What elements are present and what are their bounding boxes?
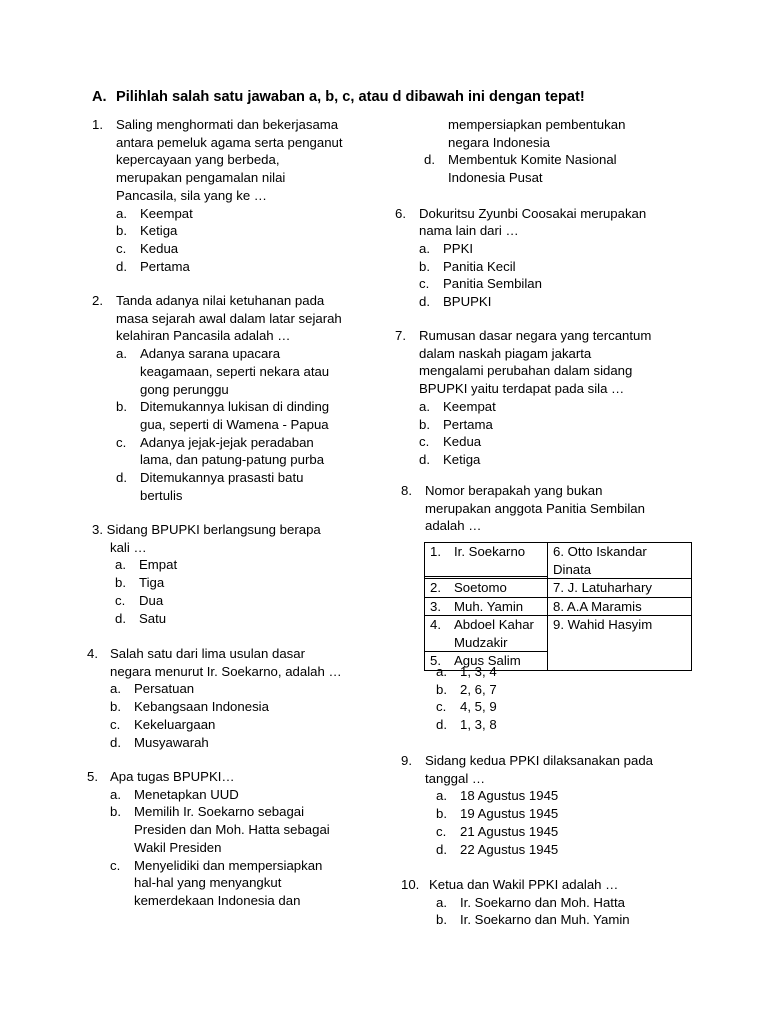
question-text: Tanda adanya nilai ketuhanan pada	[116, 293, 325, 308]
option-text: Adanya jejak-jejak peradaban	[140, 434, 314, 450]
question-text: Sidang kedua PPKI dilaksanakan pada	[425, 753, 654, 768]
option-label: d.	[115, 610, 126, 626]
option-text: mempersiapkan pembentukan	[448, 117, 626, 132]
option-label: c.	[116, 240, 127, 256]
question-text: antara pemeluk agama serta penganut	[116, 134, 343, 150]
table-cell	[548, 597, 692, 616]
question-text: kelahiran Pancasila adalah …	[116, 328, 291, 344]
option-text: Membentuk Komite Nasional	[448, 152, 617, 168]
option-label: a.	[436, 788, 447, 804]
member-name: Soetomo	[454, 580, 507, 595]
question-text: Pancasila, sila yang ke …	[116, 187, 267, 203]
question-number: 9.	[401, 753, 412, 768]
question-number: 8.	[401, 483, 412, 498]
question-number: 10.	[401, 877, 420, 892]
option-text: keagamaan, seperti nekara atau	[140, 363, 330, 379]
option-label: b.	[115, 575, 126, 591]
member-name: 8. A.A Maramis	[553, 598, 642, 614]
option-text: Musyawarah	[134, 734, 209, 750]
option-text: Ir. Soekarno dan Muh. Yamin	[460, 912, 630, 928]
option-text: Ditemukannya prasasti batu	[140, 470, 304, 485]
table-cell	[425, 597, 548, 616]
member-name: Dinata	[553, 561, 592, 577]
option-label: a.	[115, 557, 126, 573]
question-number: 6.	[395, 205, 406, 221]
option-text: Ditemukannya lukisan di dinding	[140, 399, 330, 415]
option-text: negara Indonesia	[448, 134, 550, 150]
table-cell	[548, 543, 692, 579]
option-text: 4, 5, 9	[460, 699, 497, 715]
option-text: Kedua	[140, 240, 179, 256]
option-text: Dua	[139, 592, 164, 608]
option-text: 2, 6, 7	[460, 681, 497, 697]
question-text: Ketua dan Wakil PPKI adalah …	[429, 877, 619, 892]
section-instruction: Pilihlah salah satu jawaban a, b, c, atau d dibawah ini dengan tepat!	[116, 89, 585, 105]
option-label: b.	[116, 399, 127, 415]
option-label: a.	[116, 205, 127, 221]
option-label: d.	[110, 734, 121, 750]
option-label: c.	[419, 434, 430, 450]
option-text: Menyelidiki dan mempersiapkan	[134, 857, 323, 873]
question-text: masa sejarah awal dalam latar sejarah	[116, 310, 342, 326]
option-text: hal-hal yang menyangkut	[134, 875, 282, 891]
option-label: c.	[110, 857, 121, 873]
question-text: adalah …	[425, 518, 482, 534]
option-text: PPKI	[443, 240, 474, 256]
option-text: Ir. Soekarno dan Moh. Hatta	[460, 894, 625, 910]
option-text: Kedua	[443, 434, 482, 450]
question-text: Saling menghormati dan bekerjasama	[116, 117, 339, 132]
member-name: Muh. Yamin	[454, 598, 524, 614]
option-text: 19 Agustus 1945	[460, 806, 559, 822]
option-label: d.	[116, 258, 127, 274]
member-name: Ir. Soekarno	[454, 544, 526, 559]
option-label: d.	[419, 294, 430, 309]
member-number: 2.	[430, 580, 441, 595]
question-text: Nomor berapakah yang bukan	[425, 483, 603, 498]
option-text: Tiga	[139, 575, 165, 591]
question-text: Dokuritsu Zyunbi Coosakai merupakan	[419, 205, 647, 221]
option-text: gua, seperti di Wamena - Papua	[140, 416, 329, 432]
members-table	[424, 542, 692, 671]
question-text: merupakan anggota Panitia Sembilan	[425, 500, 645, 516]
option-label: d.	[424, 152, 435, 168]
question-text: dalam naskah piagam jakarta	[419, 345, 592, 361]
table-cell	[425, 579, 548, 598]
option-text: Pertama	[140, 258, 190, 274]
option-text: gong perunggu	[140, 381, 229, 397]
table-cell	[425, 543, 548, 577]
table-row	[425, 616, 692, 652]
member-name: Mudzakir	[454, 634, 508, 650]
option-text: Satu	[139, 610, 167, 626]
option-text: Memilih Ir. Soekarno sebagai	[134, 804, 305, 820]
question-text: negara menurut Ir. Soekarno, adalah …	[110, 663, 342, 679]
option-label: a.	[116, 346, 127, 362]
option-text: 22 Agustus 1945	[460, 841, 559, 857]
option-label: a.	[436, 894, 447, 910]
option-label: c.	[419, 276, 430, 292]
question-number: 5.	[87, 769, 98, 784]
option-text: Panitia Kecil	[443, 258, 516, 274]
option-label: a.	[419, 398, 430, 414]
option-text: lama, dan patung-patung purba	[140, 452, 325, 468]
question-number: 1.	[92, 117, 103, 132]
member-number: 1.	[430, 544, 441, 559]
member-name: 9. Wahid Hasyim	[553, 617, 653, 632]
option-label: b.	[436, 806, 447, 822]
question-text: Salah satu dari lima usulan dasar	[110, 646, 305, 661]
question-number: 2.	[92, 293, 103, 308]
option-text: bertulis	[140, 487, 183, 503]
question-number: 7.	[395, 328, 406, 343]
option-text: Pertama	[443, 416, 493, 432]
option-label: c.	[436, 823, 447, 839]
option-label: c.	[110, 716, 121, 732]
table-row	[425, 597, 692, 616]
option-label: b.	[419, 258, 430, 274]
option-text: Ketiga	[443, 451, 481, 467]
table-cell	[548, 579, 692, 598]
option-text: Presiden dan Moh. Hatta sebagai	[134, 822, 330, 838]
option-label: b.	[419, 416, 430, 432]
option-text: Adanya sarana upacara	[140, 346, 281, 362]
member-number: 5.	[430, 653, 441, 668]
option-text: Wakil Presiden	[134, 839, 222, 855]
question-text: 3. Sidang BPUPKI berlangsung berapa	[92, 522, 321, 537]
option-label: a.	[419, 240, 430, 256]
option-text: Ketiga	[140, 223, 178, 239]
option-label: a.	[110, 786, 121, 802]
table-row	[425, 579, 692, 598]
member-name: Abdoel Kahar	[454, 617, 534, 632]
option-label: c.	[115, 592, 126, 608]
option-label: b.	[110, 699, 121, 715]
member-number: 3.	[430, 598, 441, 614]
option-text: Indonesia Pusat	[448, 170, 543, 186]
option-text: Persatuan	[134, 681, 195, 697]
table-row	[425, 543, 692, 577]
member-name: 6. Otto Iskandar	[553, 544, 647, 559]
option-text: Kebangsaan Indonesia	[134, 699, 269, 715]
option-text: Kekeluargaan	[134, 716, 216, 732]
table-cell	[548, 616, 692, 671]
option-label: d.	[419, 451, 430, 467]
option-text: 1, 3, 4	[460, 664, 497, 679]
question-text: Rumusan dasar negara yang tercantum	[419, 328, 652, 343]
option-label: a.	[110, 681, 121, 697]
option-text: 1, 3, 8	[460, 717, 497, 733]
section-letter: A.	[92, 89, 107, 105]
option-text: Empat	[139, 557, 178, 573]
option-text: kemerdekaan Indonesia dan	[134, 892, 301, 908]
question-text: Apa tugas BPUPKI…	[110, 769, 235, 784]
question-text: kali …	[110, 539, 147, 555]
option-text: Keempat	[140, 205, 193, 221]
question-text: nama lain dari …	[419, 223, 519, 239]
question-text: merupakan pengamalan nilai	[116, 170, 286, 186]
option-label: b.	[436, 681, 447, 697]
option-label: d.	[436, 841, 447, 857]
member-number: 4.	[430, 617, 441, 632]
question-text: tanggal …	[425, 770, 486, 786]
option-text: 18 Agustus 1945	[460, 788, 559, 804]
question-text: mengalami perubahan dalam sidang	[419, 363, 633, 379]
question-text: kepercayaan yang berbeda,	[116, 152, 280, 168]
option-label: c.	[436, 699, 447, 715]
option-label: d.	[436, 717, 447, 733]
question-number: 4.	[87, 646, 98, 661]
option-text: Keempat	[443, 398, 496, 414]
option-label: d.	[116, 470, 127, 485]
option-label: b.	[436, 912, 447, 928]
question-text: BPUPKI yaitu terdapat pada sila …	[419, 381, 625, 397]
option-text: Panitia Sembilan	[443, 276, 542, 292]
option-text: BPUPKI	[443, 294, 492, 309]
member-name: 7. J. Latuharhary	[553, 580, 652, 595]
option-label: a.	[436, 664, 447, 679]
member-name: Agus Salim	[454, 653, 521, 668]
option-label: c.	[116, 434, 127, 450]
option-label: b.	[110, 804, 121, 820]
option-text: Menetapkan UUD	[134, 786, 239, 802]
option-label: b.	[116, 223, 127, 239]
option-text: 21 Agustus 1945	[460, 823, 559, 839]
table-cell	[425, 616, 548, 652]
